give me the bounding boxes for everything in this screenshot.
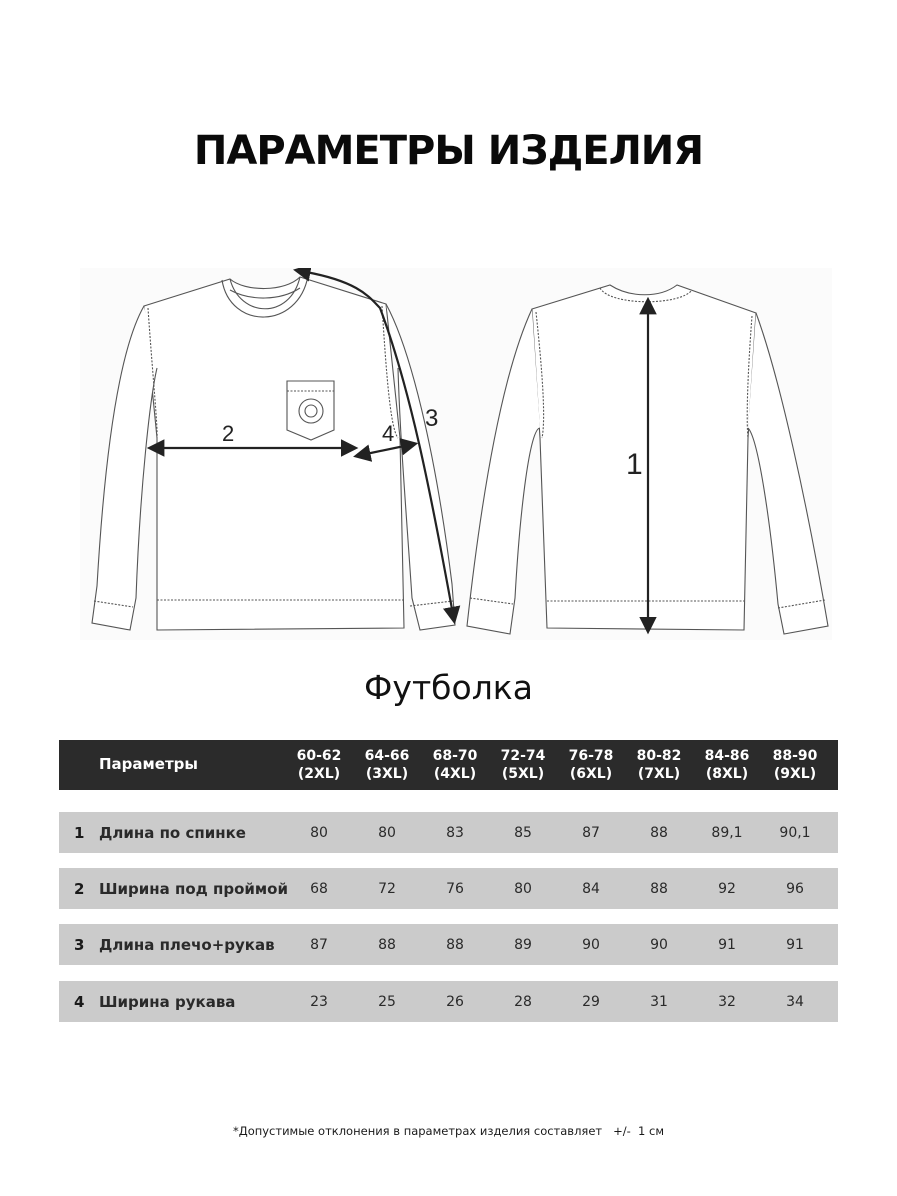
measure-label-4: 4: [382, 421, 395, 446]
cell-value: 91: [786, 937, 804, 953]
cell-value: 32: [718, 994, 736, 1010]
cell-value: 90: [582, 937, 600, 953]
cell-value: 87: [310, 937, 328, 953]
table-row: [59, 868, 838, 909]
size-column-header: 60-62 (2XL): [296, 748, 342, 782]
size-column-header: 76-78 (6XL): [568, 748, 614, 782]
measure-label-2: 2: [222, 421, 235, 446]
size-column-header: 72-74 (5XL): [500, 748, 546, 782]
row-parameter-name: Ширина рукава: [99, 993, 236, 1011]
row-parameter-name: Длина плечо+рукав: [99, 936, 275, 954]
cell-value: 90,1: [779, 825, 811, 841]
row-parameter-name: Ширина под проймой: [99, 880, 288, 898]
row-number: 3: [74, 936, 85, 954]
cell-value: 80: [514, 881, 532, 897]
size-column-header: 80-82 (7XL): [636, 748, 682, 782]
cell-value: 26: [446, 994, 464, 1010]
cell-value: 88: [446, 937, 464, 953]
row-parameter-name: Длина по спинке: [99, 824, 246, 842]
table-header: [59, 740, 838, 790]
cell-value: 91: [718, 937, 736, 953]
row-number: 4: [74, 993, 85, 1011]
cell-value: 34: [786, 994, 804, 1010]
cell-value: 88: [378, 937, 396, 953]
garment-illustration: [80, 268, 832, 640]
cell-value: 31: [650, 994, 668, 1010]
cell-value: 25: [378, 994, 396, 1010]
cell-value: 85: [514, 825, 532, 841]
header-parameters-label: Параметры: [99, 755, 198, 773]
cell-value: 23: [310, 994, 328, 1010]
measure-label-3: 3: [425, 405, 439, 432]
sweatshirt-front-icon: [92, 276, 455, 630]
product-subtitle: Футболка: [364, 668, 533, 707]
row-number: 1: [74, 824, 85, 842]
cell-value: 68: [310, 881, 328, 897]
size-column-header: 88-90 (9XL): [772, 748, 818, 782]
cell-value: 72: [378, 881, 396, 897]
cell-value: 92: [718, 881, 736, 897]
size-column-header: 84-86 (8XL): [704, 748, 750, 782]
cell-value: 87: [582, 825, 600, 841]
cell-value: 90: [650, 937, 668, 953]
cell-value: 29: [582, 994, 600, 1010]
table-row: [59, 812, 838, 853]
cell-value: 83: [446, 825, 464, 841]
cell-value: 88: [650, 825, 668, 841]
cell-value: 84: [582, 881, 600, 897]
cell-value: 76: [446, 881, 464, 897]
page-title: ПАРАМЕТРЫ ИЗДЕЛИЯ: [193, 128, 704, 174]
row-number: 2: [74, 880, 85, 898]
cell-value: 88: [650, 881, 668, 897]
cell-value: 89,1: [711, 825, 743, 841]
cell-value: 80: [378, 825, 396, 841]
cell-value: 89: [514, 937, 532, 953]
tolerance-footnote: *Допустимые отклонения в параметрах изделия составляет +/- 1 см: [232, 1124, 665, 1138]
cell-value: 96: [786, 881, 804, 897]
size-column-header: 64-66 (3XL): [364, 748, 410, 782]
size-column-header: 68-70 (4XL): [432, 748, 478, 782]
size-table: [59, 740, 838, 1022]
cell-value: 80: [310, 825, 328, 841]
cell-value: 28: [514, 994, 532, 1010]
table-row: [59, 924, 838, 965]
table-row: [59, 981, 838, 1022]
measure-label-1: 1: [626, 448, 643, 481]
